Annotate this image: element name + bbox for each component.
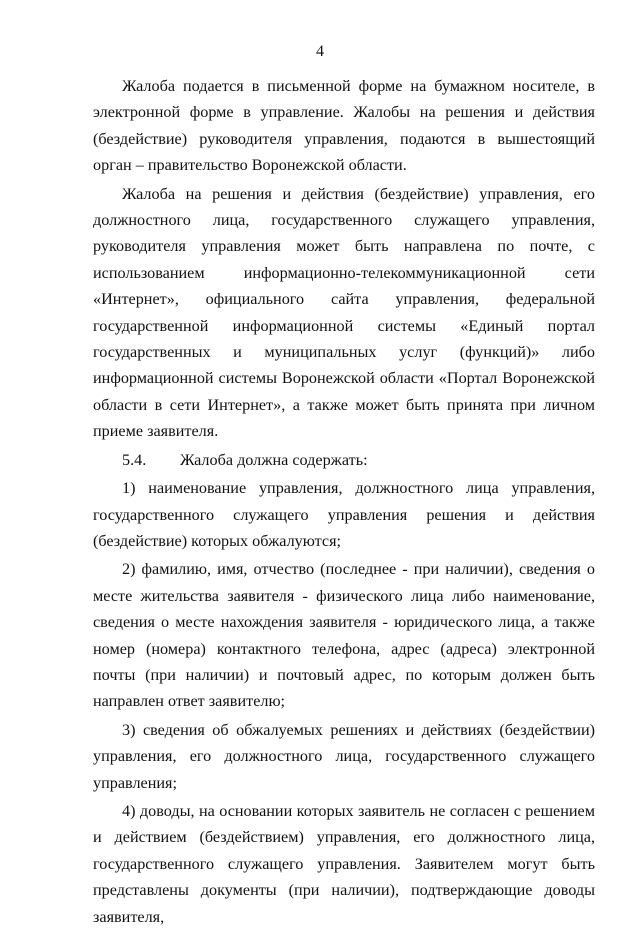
- section-number: 5.4.: [122, 450, 147, 469]
- list-item-1: 1) наименование управления, должностного лица управления, государственного служащего управления решения и действия (бездействие) которых обжалуются;: [93, 479, 595, 550]
- list-item-3: 3) сведения об обжалуемых решениях и действиях (бездействии) управления, его должностного лица, государственного служащего управления;: [93, 720, 595, 792]
- document-body: [93, 73, 595, 930]
- list-item-4: 4) доводы, на основании которых заявитель не согласен с решением и действием (бездействием) управления, его должностного лица, государственного служащего управления. Заявителем могут быть представлены документы (при наличии), подтверждающие доводы заявителя,: [93, 801, 595, 926]
- section-text: Жалоба должна содержать:: [180, 450, 368, 469]
- paragraph-complaint-form: Жалоба подается в письменной форме на бумажном носителе, в электронной форме в управление. Жалобы на решения и действия (бездействие) руководителя управления, подаются в вышестоящий орган – правительство Воронежской области.: [93, 77, 595, 175]
- page-number: 4: [316, 43, 324, 60]
- section-5-4: [93, 447, 595, 473]
- paragraph-complaint-channels: Жалоба на решения и действия (бездействие) управления, его должностного лица, государственного служащего управления, руководителя управления может быть направлена по почте, с использованием информационно-телекоммуникационной сети «Интернет», официального сайта управления, федеральной государственной информационной системы «Единый портал государственных и муниципальных услуг (функций)» либо информационной системы Воронежской области «Портал Воронежской области в сети Интернет», а также может быть принята при личном приеме заявителя.: [93, 184, 595, 441]
- list-item-2: 2) фамилию, имя, отчество (последнее - при наличии), сведения о месте жительства заявителя - физического лица либо наименование, сведения о месте нахождения заявителя - юридического лица, а также номер (номера) контактного телефона, адрес (адреса) электронной почты (при наличии) и почтовый адрес, по которым должен быть направлен ответ заявителю;: [93, 560, 595, 711]
